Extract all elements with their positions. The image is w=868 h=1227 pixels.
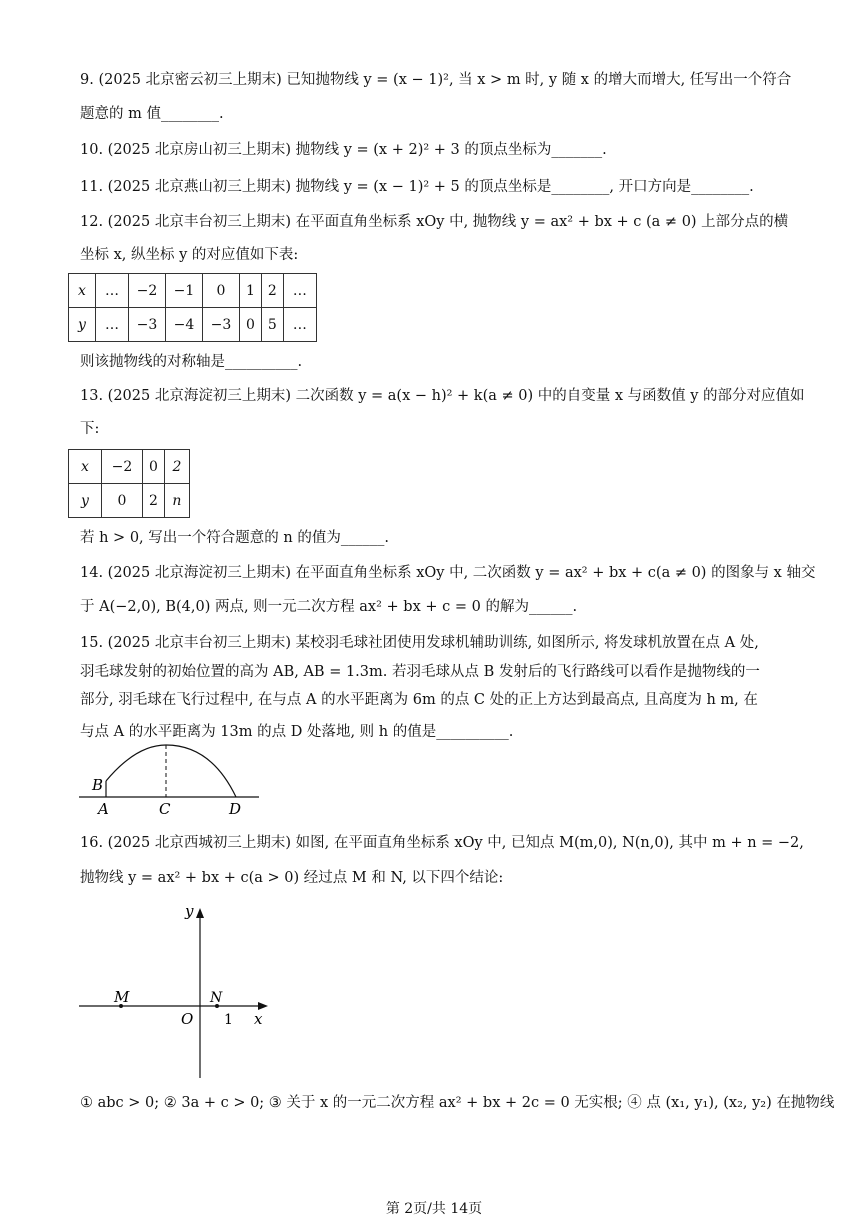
table-cell: 0 — [143, 450, 165, 484]
label-c: C — [159, 800, 171, 818]
table-cell: −3 — [129, 308, 166, 342]
y-axis-arrow — [196, 908, 204, 918]
table-cell: x — [69, 274, 96, 308]
question-13-after: 若 h > 0, 写出一个符合题意的 n 的值为______. — [80, 530, 389, 546]
table-cell: 2 — [261, 274, 283, 308]
table-cell: −3 — [203, 308, 240, 342]
table-cell: n — [164, 484, 189, 518]
table-row — [69, 274, 317, 308]
table-row — [69, 484, 190, 518]
table-row — [69, 450, 190, 484]
label-m: M — [114, 988, 130, 1006]
table-cell: −1 — [166, 274, 203, 308]
table-cell: 0 — [240, 308, 262, 342]
table-cell: … — [96, 274, 129, 308]
table-cell: 5 — [261, 308, 283, 342]
question-16-line1: 16. (2025 北京西城初三上期末) 如图, 在平面直角坐标系 xOy 中, 已知点 M(m,0), N(n,0), 其中 m + n = −2, — [80, 835, 804, 851]
table-cell: 0 — [203, 274, 240, 308]
label-one: 1 — [224, 1012, 233, 1028]
label-y-axis: y — [185, 902, 194, 920]
question-16-line2: 抛物线 y = ax² + bx + c(a > 0) 经过点 M 和 N, 以下四个结论: — [80, 870, 504, 886]
table-13 — [68, 449, 190, 518]
table-cell: 0 — [102, 484, 143, 518]
question-14-line2: 于 A(−2,0), B(4,0) 两点, 则一元二次方程 ax² + bx + c = 0 的解为______. — [80, 599, 578, 615]
table-cell: … — [283, 274, 316, 308]
figure-16 — [76, 900, 276, 1080]
trajectory-curve — [106, 745, 236, 797]
table-cell: … — [283, 308, 316, 342]
table-cell: 2 — [164, 450, 189, 484]
question-14-line1: 14. (2025 北京海淀初三上期末) 在平面直角坐标系 xOy 中, 二次函数 y = ax² + bx + c(a ≠ 0) 的图象与 x 轴交 — [80, 565, 816, 581]
question-13-line2: 下: — [80, 421, 100, 437]
question-12-line1: 12. (2025 北京丰台初三上期末) 在平面直角坐标系 xOy 中, 抛物线 y = ax² + bx + c (a ≠ 0) 上部分点的横 — [80, 214, 789, 230]
figure-15 — [76, 740, 266, 820]
question-9-line2: 题意的 m 值________. — [80, 106, 224, 122]
question-13-line1: 13. (2025 北京海淀初三上期末) 二次函数 y = a(x − h)² + k(a ≠ 0) 中的自变量 x 与函数值 y 的部分对应值如 — [80, 388, 805, 404]
table-12 — [68, 273, 317, 342]
table-cell: x — [69, 450, 102, 484]
label-b: B — [92, 776, 104, 794]
table-cell: y — [69, 484, 102, 518]
x-axis-arrow — [258, 1002, 268, 1010]
table-cell: −2 — [102, 450, 143, 484]
question-12-line2: 坐标 x, 纵坐标 y 的对应值如下表: — [80, 247, 299, 263]
table-cell: −2 — [129, 274, 166, 308]
question-15-line1: 15. (2025 北京丰台初三上期末) 某校羽毛球社团使用发球机辅助训练, 如图所示, 将发球机放置在点 A 处, — [80, 635, 759, 651]
table-cell: … — [96, 308, 129, 342]
table-cell: 2 — [143, 484, 165, 518]
question-11: 11. (2025 北京燕山初三上期末) 抛物线 y = (x − 1)² + 5 的顶点坐标是________, 开口方向是________. — [80, 179, 754, 195]
label-x-axis: x — [254, 1010, 263, 1028]
label-origin: O — [181, 1010, 194, 1028]
question-9-line1: 9. (2025 北京密云初三上期末) 已知抛物线 y = (x − 1)², 当 x > m 时, y 随 x 的增大而增大, 任写出一个符合 — [80, 72, 792, 88]
page-footer: 第 2页/共 14页 — [385, 1201, 483, 1217]
table-cell: 1 — [240, 274, 262, 308]
table-cell: −4 — [166, 308, 203, 342]
question-15-line2: 羽毛球发射的初始位置的高为 AB, AB = 1.3m. 若羽毛球从点 B 发射后的飞行路线可以看作是抛物线的一 — [80, 664, 760, 680]
question-15-line3: 部分, 羽毛球在飞行过程中, 在与点 A 的水平距离为 6m 的点 C 处的正上方达到最高点, 且高度为 h m, 在 — [80, 692, 758, 708]
label-n: N — [210, 990, 223, 1006]
question-10: 10. (2025 北京房山初三上期末) 抛物线 y = (x + 2)² + 3 的顶点坐标为_______. — [80, 142, 607, 158]
label-d: D — [229, 800, 242, 818]
question-15-line4: 与点 A 的水平距离为 13m 的点 D 处落地, 则 h 的值是__________. — [80, 724, 514, 740]
question-12-after: 则该抛物线的对称轴是__________. — [80, 354, 303, 370]
question-16-line3: ① abc > 0; ② 3a + c > 0; ③ 关于 x 的一元二次方程 ax² + bx + 2c = 0 无实根; ④ 点 (x₁, y₁), (x₂, y₂) 在抛物线 — [80, 1095, 835, 1111]
table-row — [69, 308, 317, 342]
table-cell: y — [69, 308, 96, 342]
label-a: A — [98, 800, 109, 818]
